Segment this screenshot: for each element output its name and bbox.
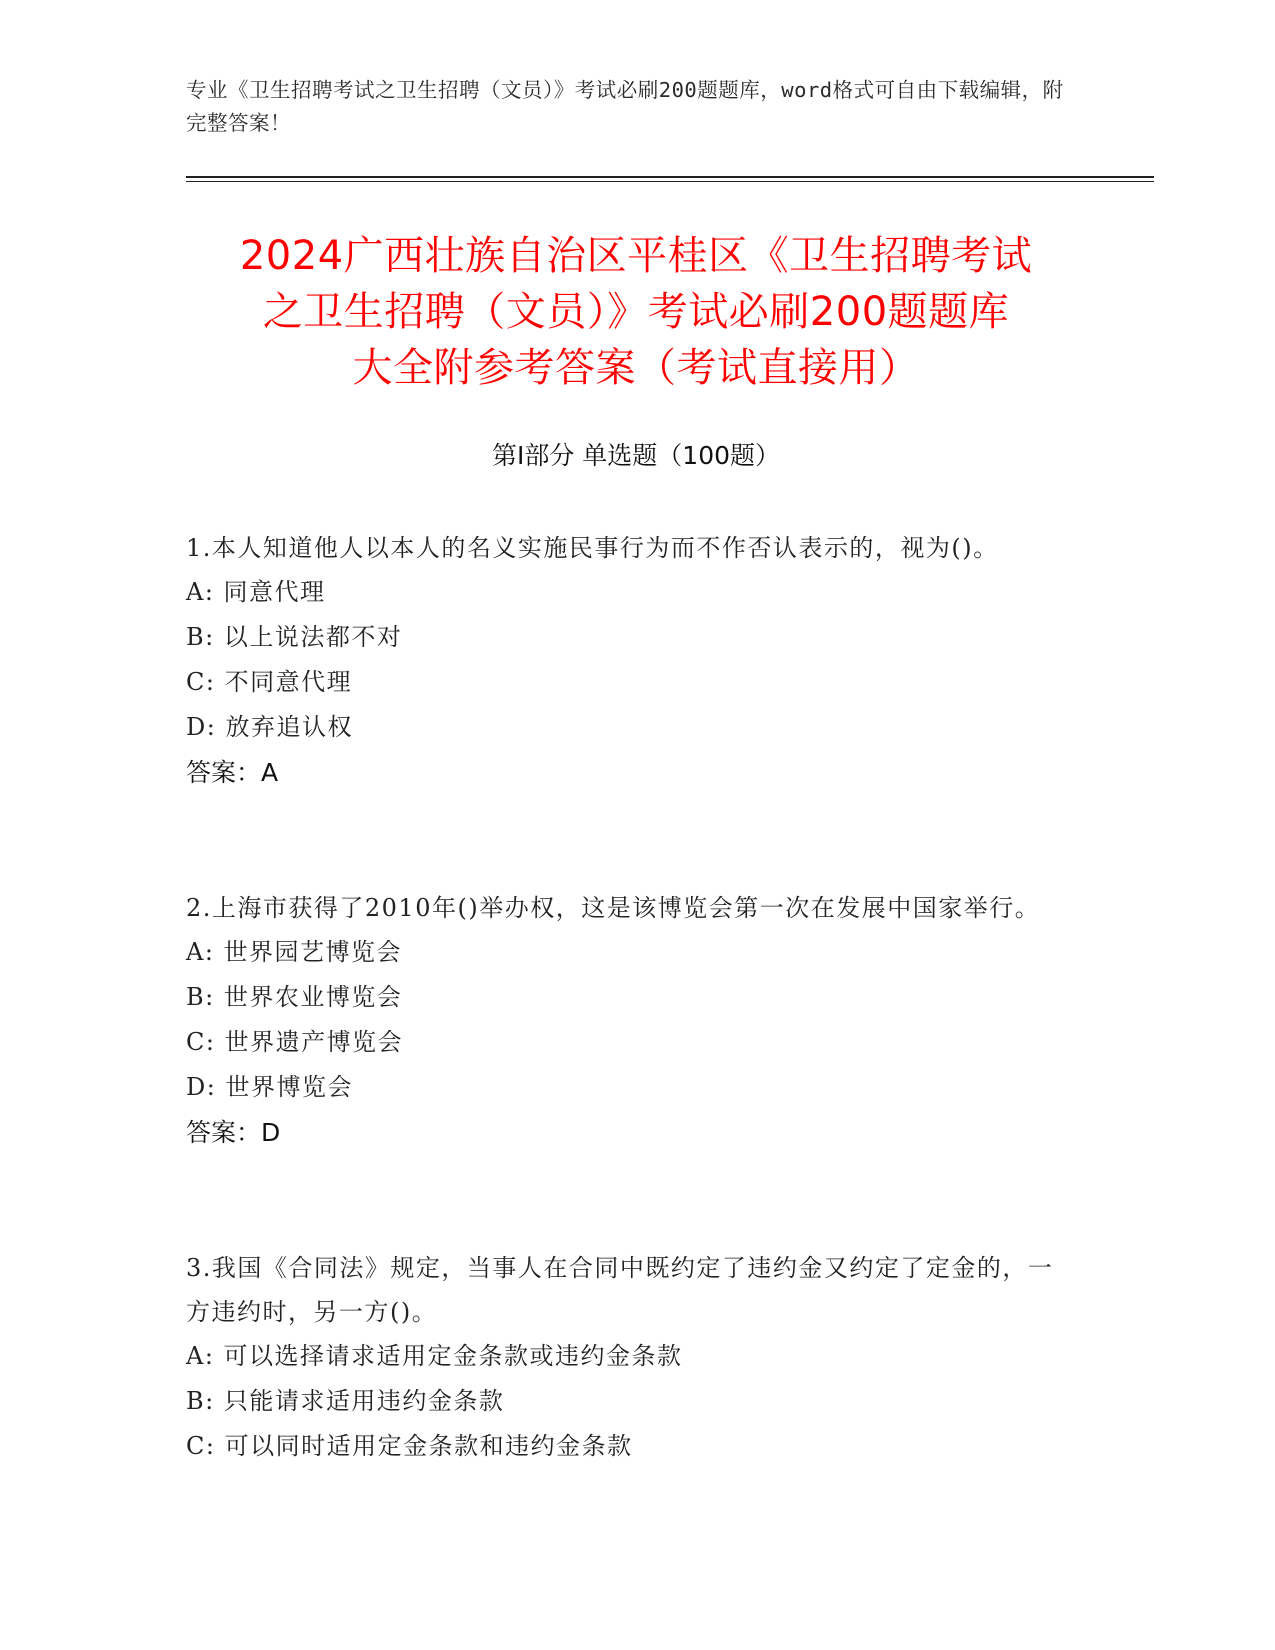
question-3	[186, 1246, 1066, 1469]
option-d: D: 放弃追认权	[186, 713, 353, 741]
option-d: D: 世界博览会	[186, 1073, 353, 1101]
option-a: A: 可以选择请求适用定金条款或违约金条款	[186, 1342, 683, 1370]
question-2	[186, 886, 1066, 1155]
option-b: B: 以上说法都不对	[186, 623, 403, 651]
option-a: A: 世界园艺博览会	[186, 938, 403, 966]
header-divider-thin	[186, 181, 1154, 182]
question-stem: 3.我国《合同法》规定，当事人在合同中既约定了违约金又约定了定金的，一方违约时，另一方()。	[186, 1254, 1054, 1326]
option-b: B: 只能请求适用违约金条款	[186, 1387, 505, 1415]
document-title-line-2: 之卫生招聘（文员）》考试必刷200题题库	[262, 289, 1010, 335]
header-divider-thick	[186, 176, 1154, 178]
answer: 答案：D	[186, 1118, 281, 1147]
header-note: 专业《卫生招聘考试之卫生招聘（文员）》考试必刷200题题库，word格式可自由下载编辑，附完整答案！	[186, 78, 1064, 135]
document-title-line-3: 大全附参考答案（考试直接用）	[352, 345, 920, 391]
option-c: C: 世界遗产博览会	[186, 1028, 404, 1056]
option-b: B: 世界农业博览会	[186, 983, 403, 1011]
question-stem: 1.本人知道他人以本人的名义实施民事行为而不作否认表示的，视为()。	[186, 534, 999, 562]
option-c: C: 不同意代理	[186, 668, 353, 696]
question-stem: 2.上海市获得了2010年()举办权，这是该博览会第一次在发展中国家举行。	[186, 894, 1041, 922]
option-c: C: 可以同时适用定金条款和违约金条款	[186, 1432, 633, 1460]
document-title	[186, 228, 1086, 396]
question-1	[186, 526, 1066, 795]
option-a: A: 同意代理	[186, 578, 326, 606]
document-title-line-1: 2024广西壮族自治区平桂区《卫生招聘考试	[239, 233, 1033, 279]
answer: 答案：A	[186, 758, 279, 787]
section-title: 第Ⅰ部分 单选题（100题）	[491, 441, 781, 470]
